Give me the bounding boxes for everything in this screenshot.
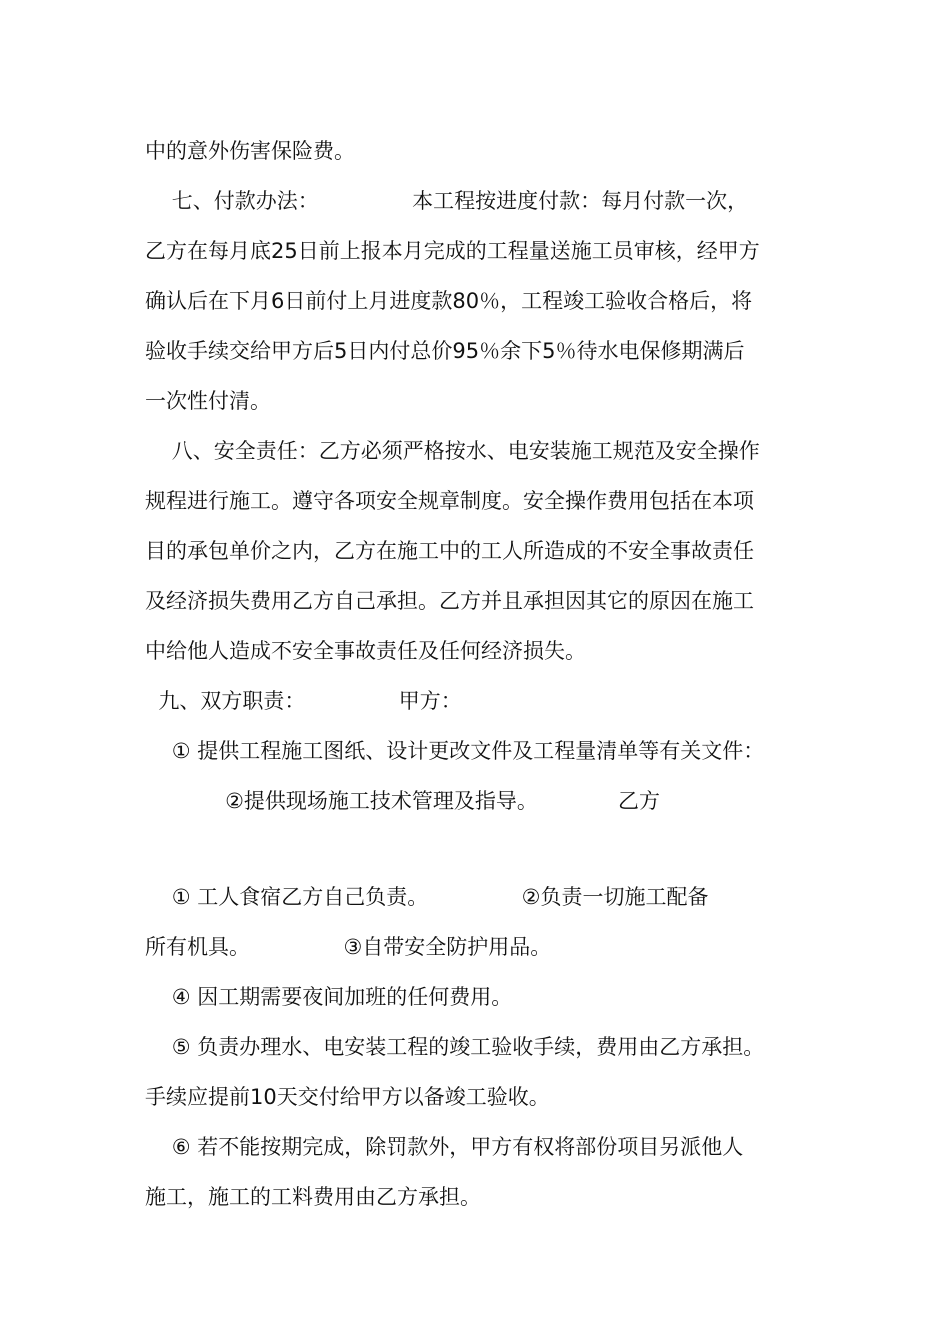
text-line: ⑤ 负责办理水、电安装工程的竣工验收手续，费用由乙方承担。 <box>145 1035 765 1059</box>
text-line: 八、安全责任：乙方必须严格按水、电安装施工规范及安全操作 <box>145 439 760 463</box>
text-line: 确认后在下月6日前付上月进度款80％，工程竣工验收合格后，将 <box>145 289 753 313</box>
text-line: 验收手续交给甲方后5日内付总价95％余下5％待水电保修期满后 <box>145 339 745 363</box>
text-line: 中的意外伤害保险费。 <box>145 139 355 163</box>
text-line: 九、双方职责： 甲方： <box>145 689 462 713</box>
text-line: ④ 因工期需要夜间加班的任何费用。 <box>145 985 513 1009</box>
text-line: ⑥ 若不能按期完成，除罚款外，甲方有权将部份项目另派他人 <box>145 1135 744 1159</box>
text-line: ① 工人食宿乙方自己负责。 ②负责一切施工配备 <box>145 885 709 909</box>
text-line: 中给他人造成不安全事故责任及任何经济损失。 <box>145 639 586 663</box>
text-line: 所有机具。 ③自带安全防护用品。 <box>145 935 552 959</box>
text-line: 及经济损失费用乙方自己承担。乙方并且承担因其它的原因在施工 <box>145 589 754 613</box>
text-line: 七、付款办法： 本工程按进度付款：每月付款一次， <box>145 189 749 213</box>
text-line: ① 提供工程施工图纸、设计更改文件及工程量清单等有关文件： <box>145 739 765 763</box>
text-line: 规程进行施工。遵守各项安全规章制度。安全操作费用包括在本项 <box>145 489 754 513</box>
text-line: 手续应提前10天交付给甲方以备竣工验收。 <box>145 1085 550 1109</box>
text-line: 施工，施工的工料费用由乙方承担。 <box>145 1185 481 1209</box>
text-line: 一次性付清。 <box>145 389 271 413</box>
text-line: 目的承包单价之内，乙方在施工中的工人所造成的不安全事故责任 <box>145 539 754 563</box>
text-line: ②提供现场施工技术管理及指导。 乙方 <box>145 789 661 813</box>
text-line: 乙方在每月底25日前上报本月完成的工程量送施工员审核，经甲方 <box>145 239 760 263</box>
